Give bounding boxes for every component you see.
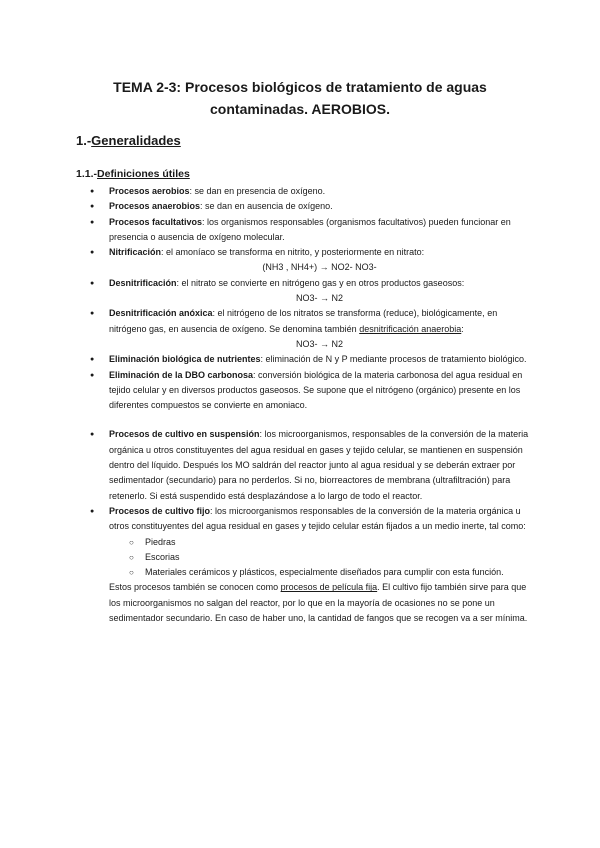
closing-text: . El cultivo fijo también sirve para que los microorganismos no salgan del reactor, por lo que en la mayoría de ocasiones no se pone un sedimentador secundario. En caso de haber uno, la cantidad de fangos que se recogen va a ser mínima. (109, 582, 528, 624)
definition-term: Eliminación biológica de nutrientes (109, 354, 261, 365)
definition-text: : se dan en ausencia de oxígeno. (200, 201, 333, 212)
definition-text: : los organismos responsables (organismos facultativos) pueden funcionar en presencia o ausencia de oxígeno molecular. (109, 216, 511, 242)
media-item: ○ Escorias (129, 550, 530, 565)
definition-item (90, 245, 530, 276)
closing-paragraph (90, 580, 530, 626)
document-title (60, 76, 540, 120)
section-1-heading (76, 133, 181, 148)
media-item: ○ Materiales cerámicos y plásticos, especialmente diseñados para cumplir con esta función. (129, 565, 530, 580)
definition-term: Procesos anaerobios (109, 201, 201, 212)
definition-term: Procesos aerobios (109, 186, 190, 196)
definition-text: : el nitrógeno de los nitratos se transforma (reduce), biológicamente, en nitrógeno gas, en ausencia de oxígeno. Se denomina también (109, 308, 498, 334)
underlined-term: desnitrificación anaerobia (359, 323, 462, 334)
definition-item (90, 352, 530, 367)
section-1-title: Generalidades (91, 133, 181, 148)
definition-item (90, 427, 530, 503)
definition-term: Procesos de cultivo fijo (109, 505, 211, 516)
section-1-1-number: 1.1.- (76, 168, 98, 180)
definition-item (90, 184, 530, 199)
underlined-term: procesos de película fija (280, 582, 378, 593)
definition-term: Procesos facultativos (109, 216, 203, 227)
punctuation: : (461, 323, 464, 334)
section-1-1-title: Definiciones útiles (97, 168, 190, 180)
definition-text: : los microorganismos, responsables de la conversión de la materia orgánica u otros constituyentes del agua residual en gases y tejido celular, se mantienen en suspensión dentro del líquido. Después los MO saldrán del reactor junto al agua residual y se deberán extraer por sedimentador (secundario) para no perderlos. Si no, biorreactores de membrana (ultrafiltración) para retenerlo. Si está suspendido está desplazándose a lo largo de todo el reactor. (109, 429, 529, 501)
media-list (109, 535, 530, 581)
definition-item (90, 368, 530, 414)
definition-term: Nitrificación (109, 247, 162, 258)
definition-text: : el nitrato se convierte en nitrógeno gas y en otros productos gaseosos: (176, 277, 465, 288)
definition-term: Desnitrificación anóxica (109, 308, 213, 319)
definition-text: : eliminación de N y P mediante procesos de tratamiento biológico. (260, 354, 527, 365)
definition-text: : conversión biológica de la materia carbonosa del agua residual en tejido celular y en diversos productos gaseosos. Se supone que el nitrógeno (orgánico) presente en los diferentes compuestos se convierte en amoniaco. (109, 369, 523, 411)
definition-item (90, 306, 530, 352)
media-item: ○ Piedras (129, 535, 530, 550)
section-1-number: 1.- (76, 133, 92, 148)
title-line-1: TEMA 2-3: Procesos biológicos de tratamiento de aguas (113, 79, 487, 95)
definitions-list (90, 184, 530, 626)
definition-item (90, 199, 530, 214)
definition-term: Desnitrificación (109, 277, 177, 288)
spacer (90, 413, 530, 427)
formula: (NH3 , NH4+) → NO2- NO3- (262, 262, 377, 273)
definition-term: Procesos de cultivo en suspensión (109, 429, 260, 440)
definition-text: : el amoníaco se transforma en nitrito, y posteriormente en nitrato: (161, 247, 425, 258)
title-line-2: contaminadas. AEROBIOS. (210, 101, 390, 117)
definition-term: Eliminación de la DBO carbonosa (109, 369, 254, 380)
definition-item (90, 276, 530, 307)
definition-item (90, 215, 530, 246)
definition-item (90, 504, 530, 580)
section-1-1-heading (76, 168, 190, 180)
definition-text: : los microorganismos responsables de la conversión de la materia orgánica u otros constituyentes del agua residual en gases y tejido celular están fijados a un medio inerte, tal como: (109, 505, 526, 532)
formula: NO3- → N2 (295, 293, 343, 304)
formula: NO3- → N2 (295, 338, 343, 349)
closing-text: Estos procesos también se conocen como (109, 582, 281, 593)
definition-text: : se dan en presencia de oxígeno. (189, 186, 326, 196)
